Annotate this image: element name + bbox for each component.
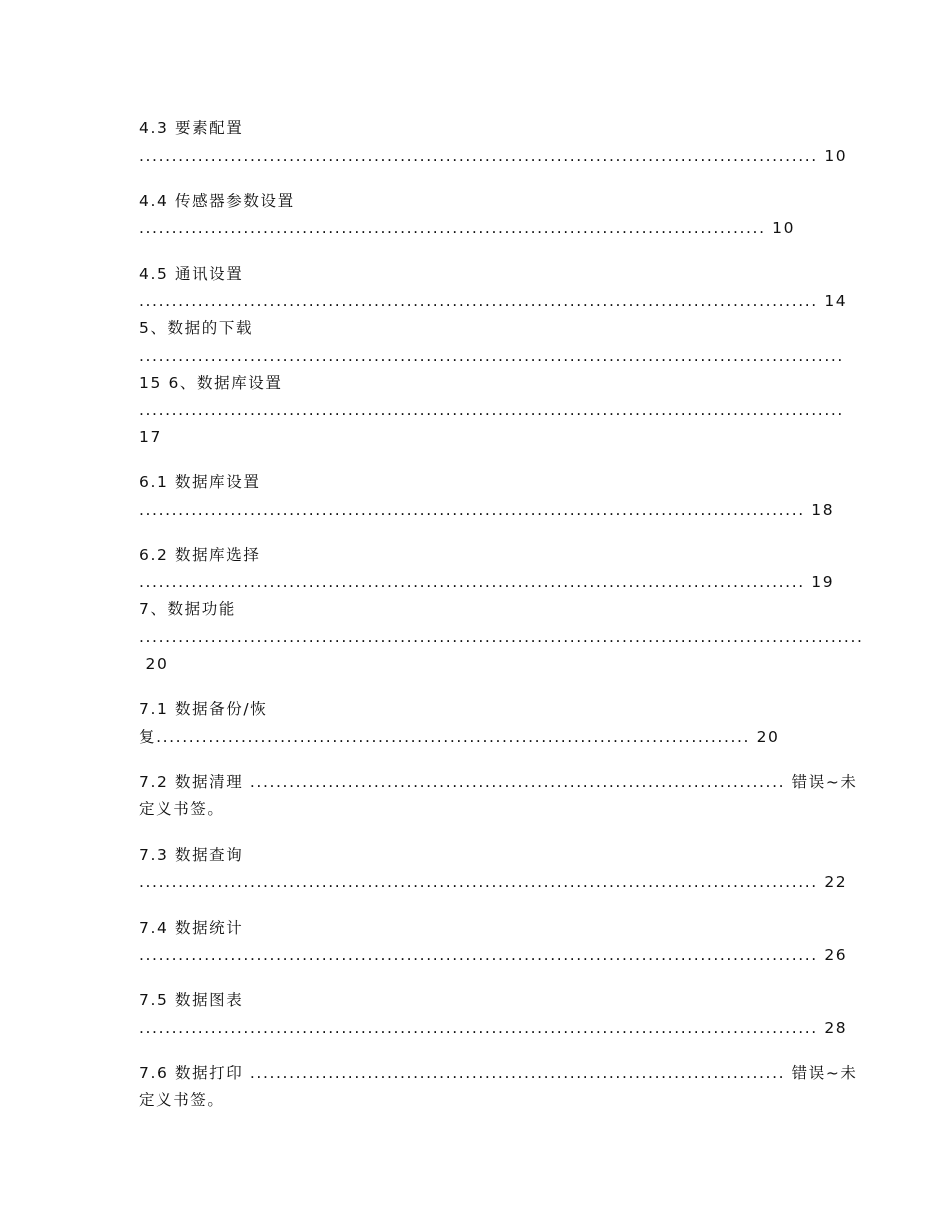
toc-leader-4-4: ................................................................................................ 10 (139, 219, 796, 237)
toc-leader-7: ............................................................................................................... (139, 628, 864, 646)
toc-heading-7-2: 7.2 数据清理 .................................................................................. 错误~未 (139, 773, 858, 791)
toc-leader-7-4: ........................................................................................................ 26 (139, 946, 848, 964)
toc-heading-4-5: 4.5 通讯设置 (139, 265, 244, 283)
toc-heading-7-5: 7.5 数据图表 (139, 991, 244, 1009)
toc-heading-7-4: 7.4 数据统计 (139, 919, 244, 937)
toc-heading-4-3: 4.3 要素配置 (139, 119, 244, 137)
toc-leader-4-5: ........................................................................................................ 14 (139, 292, 848, 310)
toc-heading-7-6: 7.6 数据打印 .................................................................................. 错误~未 (139, 1064, 858, 1082)
toc-leader-7-5: ........................................................................................................ 28 (139, 1019, 848, 1037)
toc-leader-7-1: 复........................................................................................... 20 (139, 728, 780, 746)
toc-leader-4-3: ........................................................................................................ 10 (139, 147, 848, 165)
toc-leader-6-1: ...................................................................................................... 18 (139, 501, 835, 519)
toc-heading-5: 5、数据的下载 (139, 319, 254, 337)
toc-leader-7-3: ........................................................................................................ 22 (139, 873, 848, 891)
toc-continuation-7-6: 定义书签。 (139, 1091, 225, 1109)
toc-page-7: 20 (139, 655, 169, 673)
toc-continuation-7-2: 定义书签。 (139, 800, 225, 818)
toc-leader-5: ............................................................................................................ (139, 347, 844, 365)
toc-leader-6: ............................................................................................................ (139, 401, 844, 419)
toc-heading-6: 15 6、数据库设置 (139, 374, 283, 392)
toc-leader-6-2: ...................................................................................................... 19 (139, 573, 835, 591)
toc-heading-7: 7、数据功能 (139, 600, 236, 618)
toc-page-6: 17 (139, 428, 162, 446)
toc-heading-4-4: 4.4 传感器参数设置 (139, 192, 295, 210)
toc-heading-6-1: 6.1 数据库设置 (139, 473, 261, 491)
toc-heading-6-2: 6.2 数据库选择 (139, 546, 261, 564)
toc-heading-7-1: 7.1 数据备份/恢 (139, 700, 268, 718)
toc-heading-7-3: 7.3 数据查询 (139, 846, 244, 864)
